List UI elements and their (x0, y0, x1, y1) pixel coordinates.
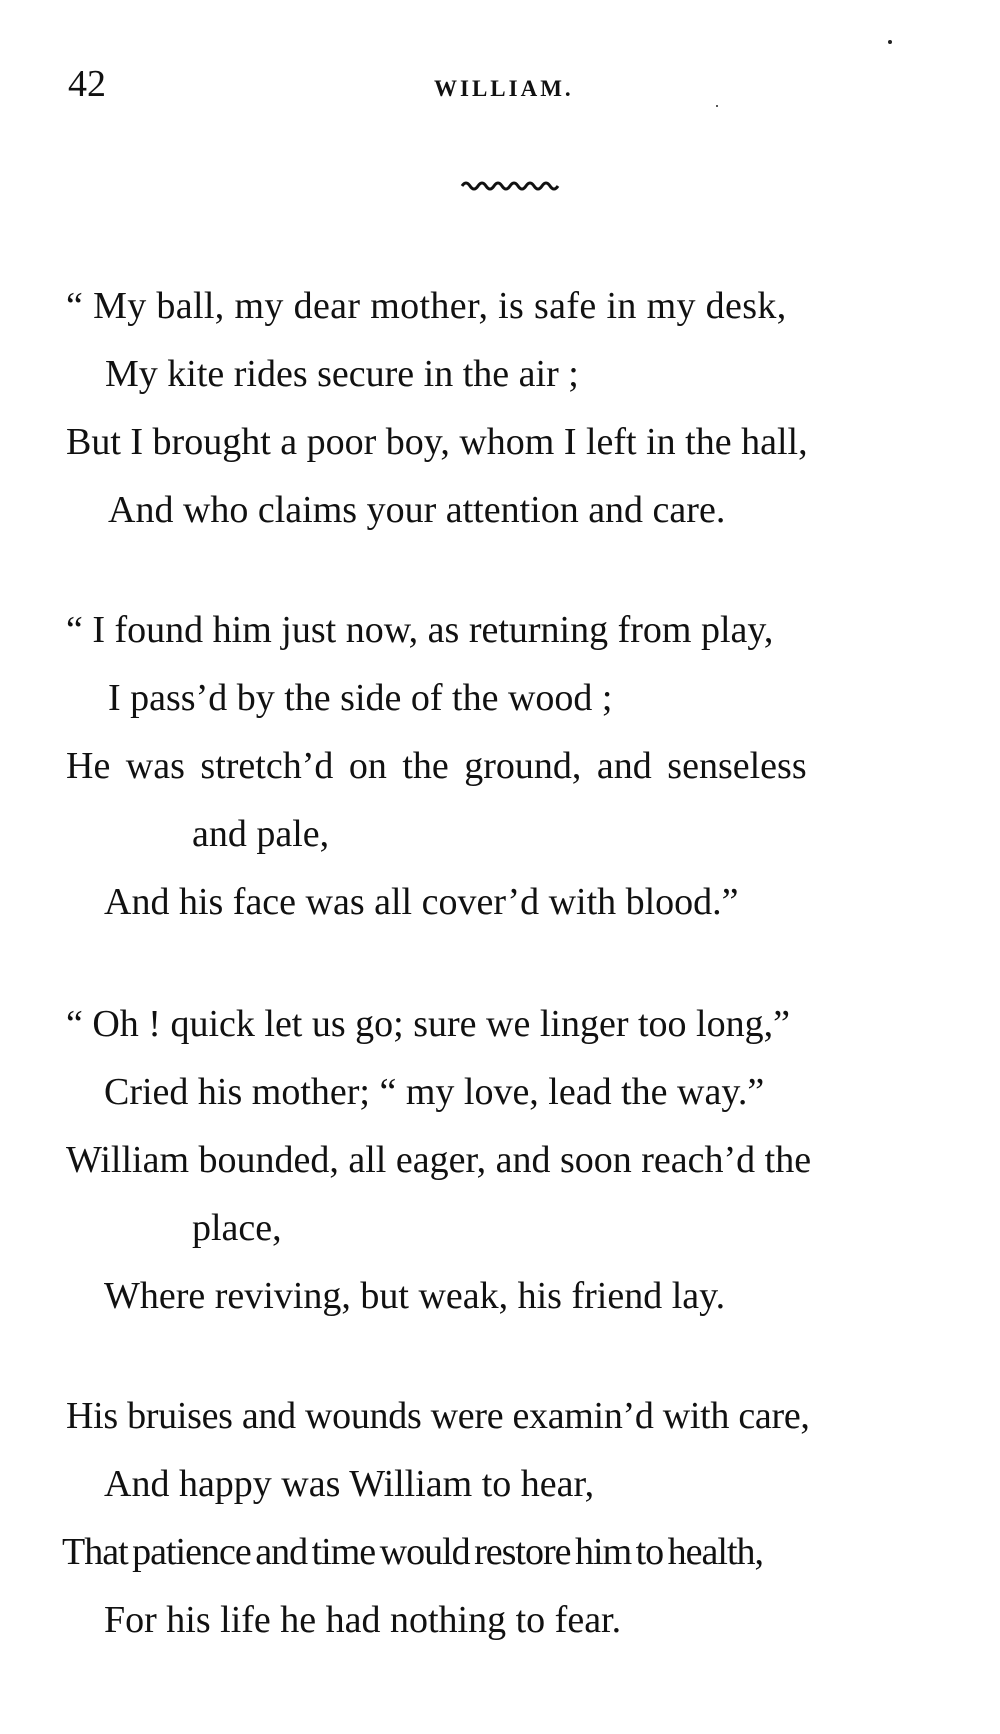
poem-line: “ My ball, my dear mother, is safe in my desk, (66, 285, 787, 327)
running-title: WILLIAM. (434, 76, 574, 101)
poem-line: And happy was William to hear, (104, 1463, 595, 1505)
poem-line: I pass’d by the side of the wood ; (108, 677, 613, 719)
poem-line: And his face was all cover’d with blood.” (104, 881, 739, 923)
poem-line: William bounded, all eager, and soon reach’d the (66, 1139, 812, 1181)
poem-line: For his life he had nothing to fear. (104, 1599, 622, 1641)
page-number: 42 (68, 63, 106, 105)
poem-line: and pale, (192, 813, 330, 855)
poem-line: Cried his mother; “ my love, lead the way.” (104, 1071, 765, 1113)
poem-line: That patience and time would restore him to health, (62, 1531, 764, 1573)
print-speck (716, 105, 718, 107)
poem-line: And who claims your attention and care. (108, 489, 726, 531)
poem-line: “ Oh ! quick let us go; sure we linger too long,” (66, 1003, 790, 1045)
wavy-ornament-icon (460, 178, 560, 194)
poem-line: “ I found him just now, as returning from play, (66, 609, 774, 651)
poem-line: His bruises and wounds were examin’d with care, (66, 1395, 810, 1437)
page-header (0, 62, 1000, 112)
poem-line: My kite rides secure in the air ; (105, 353, 579, 395)
poem-line: But I brought a poor boy, whom I left in the hall, (66, 421, 808, 463)
poem-line: place, (192, 1207, 282, 1249)
poem-line: He was stretch’d on the ground, and senseless (66, 745, 807, 787)
print-speck (888, 40, 892, 44)
poem-line: Where reviving, but weak, his friend lay. (104, 1275, 726, 1317)
